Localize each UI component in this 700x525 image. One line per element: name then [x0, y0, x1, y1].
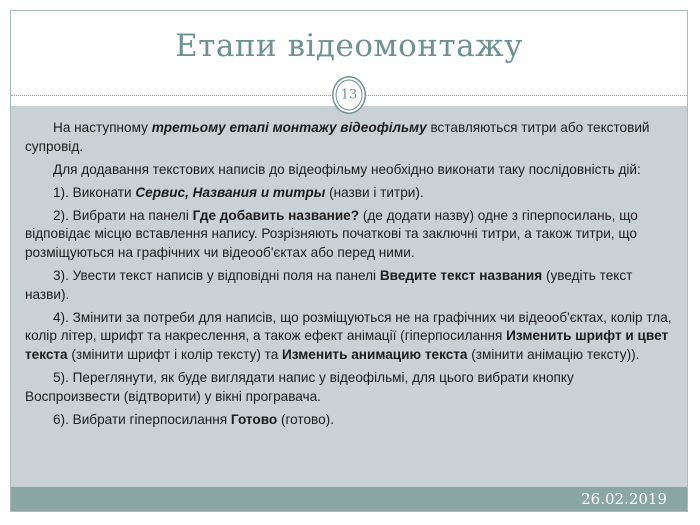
date-label: 26.02.2019 — [581, 490, 667, 508]
text-run: Изменить анимацию текста — [282, 347, 468, 363]
paragraph — [25, 119, 672, 156]
paragraph — [25, 309, 672, 365]
text-run: Готово — [230, 411, 278, 427]
text-run: 4). Змінити за потреби для написів, що розміщуються не на графічних чи відеооб'єктах, колір тла, колір літер, шрифт та накреслення, а також ефект анімації (гіперпосилання — [25, 309, 672, 344]
slide — [10, 10, 688, 512]
paragraph — [25, 161, 672, 180]
text-run: (де додати назву) одне з гіперпосилань, що відповідає місцю вставлення напису. Розрізняють початкові та заключні титри, а також титри, що розміщуються на графічних чи відеооб'єктах або перед ними. — [25, 207, 638, 261]
text-run: 2). Вибрати на панелі — [53, 207, 193, 223]
text-run: Введите текст названия — [379, 268, 543, 284]
paragraph — [25, 267, 672, 304]
text-run: Где добавить название? — [192, 207, 360, 223]
text-run: Сервис, Названия и титры — [135, 184, 326, 200]
text-run: На наступному — [53, 120, 152, 135]
text-run: 6). Вибрати гіперпосилання — [53, 411, 231, 427]
slide-title: Етапи відеомонтажу — [175, 28, 523, 64]
text-run: 5). Переглянути, як буде виглядати напис у відеофільмі, для цього вибрати кнопку Воспроизвести (відтворити) у вікні програвача. — [25, 370, 574, 404]
paragraph — [25, 411, 672, 430]
slide-number-badge — [336, 80, 363, 111]
text-run: 1). Виконати — [53, 184, 136, 200]
paragraph — [25, 207, 672, 263]
slide-number: 13 — [340, 87, 358, 103]
text-run: 3). Увести текст написів у відповідні поля на панелі — [53, 268, 380, 284]
text-run: (змінити шрифт і колір тексту) та — [67, 347, 283, 363]
paragraph — [25, 184, 672, 203]
text-run: Для додавання текстових написів до відеофільму необхідно виконати таку послідовність дій: — [53, 161, 641, 177]
slide-body — [11, 106, 687, 487]
footer-bar — [11, 487, 687, 511]
text-run: Изменить шрифт и цвет текста — [25, 328, 669, 363]
text-run: (уведіть текст назви). — [25, 268, 633, 302]
text-run: вставляються титри або текстовий супровід. — [25, 120, 650, 154]
text-run: (назви і титри). — [325, 184, 424, 200]
text-run: третьому етапі монтажу відеофільму — [151, 120, 427, 135]
text-run: (змінити анімацію тексту)). — [467, 347, 640, 363]
paragraph — [25, 369, 672, 406]
text-run: (готово). — [277, 411, 334, 427]
